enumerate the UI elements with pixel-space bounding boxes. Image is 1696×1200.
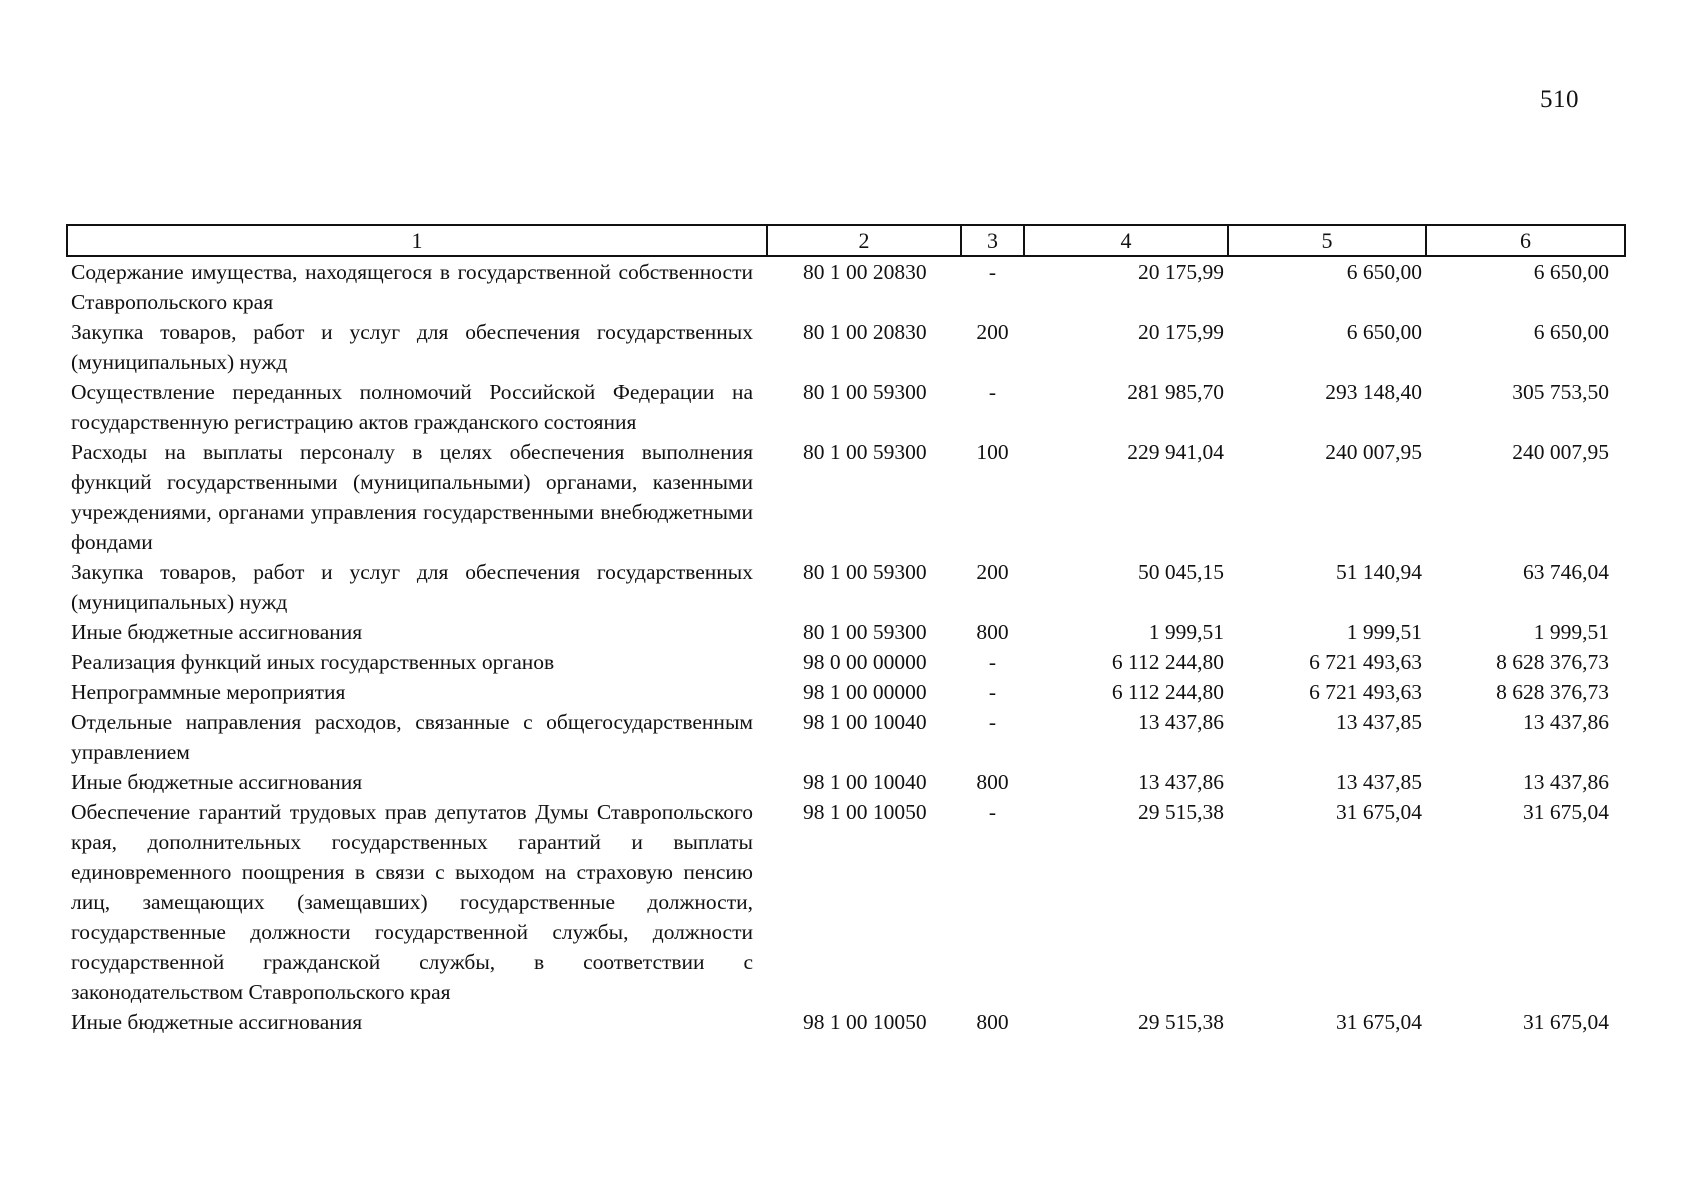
expense-name: Иные бюджетные ассигнования xyxy=(71,1010,363,1034)
column-header-6: 6 xyxy=(1426,225,1625,256)
amount-column-5: 31 675,04 xyxy=(1336,1010,1422,1034)
target-article-code: 80 1 00 59300 xyxy=(803,380,927,404)
table-row xyxy=(67,677,1625,707)
amount-column-6: 8 628 376,73 xyxy=(1496,680,1609,704)
amount-column-5: 6 650,00 xyxy=(1346,260,1422,284)
column-header-1: 1 xyxy=(67,225,767,256)
table-row xyxy=(67,617,1625,647)
amount-column-4: 229 941,04 xyxy=(1127,440,1224,464)
expense-type-code: 800 xyxy=(976,1010,1009,1034)
amount-column-6: 240 007,95 xyxy=(1512,440,1609,464)
amount-column-5: 240 007,95 xyxy=(1325,440,1422,464)
expense-name: Обеспечение гарантий трудовых прав депутатов Думы Ставропольского края, дополнительных государственных гарантий и выплаты единовременного поощрения в связи с выходом на страховую пенсию лиц, замещающих (замещавших) государственные должности, государственные должности государственной службы, должности государственной гражданской службы, в соответствии с законодательством Ставропольского края xyxy=(71,800,753,1004)
amount-column-4: 281 985,70 xyxy=(1127,380,1224,404)
amount-column-6: 31 675,04 xyxy=(1523,800,1609,824)
table-body xyxy=(67,256,1625,1037)
target-article-code: 98 0 00 00000 xyxy=(803,650,927,674)
table-row xyxy=(67,437,1625,557)
amount-column-4: 20 175,99 xyxy=(1138,260,1224,284)
table-row xyxy=(67,377,1625,437)
amount-column-4: 1 999,51 xyxy=(1148,620,1224,644)
table-header xyxy=(67,225,1625,256)
amount-column-4: 13 437,86 xyxy=(1138,770,1224,794)
target-article-code: 80 1 00 20830 xyxy=(803,260,927,284)
amount-column-4: 29 515,38 xyxy=(1138,1010,1224,1034)
amount-column-4: 6 112 244,80 xyxy=(1111,650,1224,674)
table-row xyxy=(67,256,1625,317)
column-header-4: 4 xyxy=(1024,225,1228,256)
amount-column-5: 293 148,40 xyxy=(1325,380,1422,404)
target-article-code: 80 1 00 59300 xyxy=(803,560,927,584)
amount-column-5: 31 675,04 xyxy=(1336,800,1422,824)
expense-name: Закупка товаров, работ и услуг для обеспечения государственных (муниципальных) нужд xyxy=(71,560,753,614)
expense-name: Реализация функций иных государственных органов xyxy=(71,650,555,674)
expense-type-code: 800 xyxy=(976,770,1009,794)
target-article-code: 98 1 00 10050 xyxy=(803,1010,927,1034)
target-article-code: 98 1 00 10040 xyxy=(803,710,927,734)
expense-type-code: 200 xyxy=(976,560,1009,584)
amount-column-6: 305 753,50 xyxy=(1512,380,1609,404)
table-row xyxy=(67,767,1625,797)
amount-column-5: 6 650,00 xyxy=(1346,320,1422,344)
expense-name: Отдельные направления расходов, связанные с общегосударственным управлением xyxy=(71,710,753,764)
table-row xyxy=(67,557,1625,617)
expense-type-code: - xyxy=(988,680,997,704)
column-header-5: 5 xyxy=(1228,225,1426,256)
amount-column-6: 63 746,04 xyxy=(1523,560,1609,584)
table-row xyxy=(67,1007,1625,1037)
target-article-code: 80 1 00 59300 xyxy=(803,440,927,464)
amount-column-6: 13 437,86 xyxy=(1523,770,1609,794)
expense-type-code: - xyxy=(988,380,997,404)
expense-name: Содержание имущества, находящегося в государственной собственности Ставропольского края xyxy=(71,260,753,314)
amount-column-5: 13 437,85 xyxy=(1336,710,1422,734)
amount-column-6: 13 437,86 xyxy=(1523,710,1609,734)
amount-column-6: 8 628 376,73 xyxy=(1496,650,1609,674)
amount-column-4: 20 175,99 xyxy=(1138,320,1224,344)
amount-column-6: 31 675,04 xyxy=(1523,1010,1609,1034)
amount-column-6: 1 999,51 xyxy=(1533,620,1609,644)
expense-type-code: - xyxy=(988,710,997,734)
target-article-code: 98 1 00 10050 xyxy=(803,800,927,824)
target-article-code: 80 1 00 20830 xyxy=(803,320,927,344)
expense-name: Расходы на выплаты персоналу в целях обеспечения выполнения функций государственными (муниципальными) органами, казенными учреждениями, органами управления государственными внебюджетными фондами xyxy=(71,440,753,554)
target-article-code: 98 1 00 00000 xyxy=(803,680,927,704)
expense-name: Иные бюджетные ассигнования xyxy=(71,620,363,644)
amount-column-4: 13 437,86 xyxy=(1138,710,1224,734)
amount-column-6: 6 650,00 xyxy=(1533,260,1609,284)
expense-type-code: 100 xyxy=(976,440,1009,464)
amount-column-5: 1 999,51 xyxy=(1346,620,1422,644)
expense-name: Закупка товаров, работ и услуг для обеспечения государственных (муниципальных) нужд xyxy=(71,320,753,374)
expense-type-code: - xyxy=(988,800,997,824)
expense-name: Иные бюджетные ассигнования xyxy=(71,770,363,794)
amount-column-5: 13 437,85 xyxy=(1336,770,1422,794)
amount-column-4: 29 515,38 xyxy=(1138,800,1224,824)
expense-type-code: - xyxy=(988,260,997,284)
page-number: 510 xyxy=(1540,86,1579,113)
expense-type-code: - xyxy=(988,650,997,674)
amount-column-5: 51 140,94 xyxy=(1336,560,1422,584)
header-row xyxy=(67,225,1625,256)
table-row xyxy=(67,707,1625,767)
amount-column-5: 6 721 493,63 xyxy=(1309,680,1422,704)
amount-column-6: 6 650,00 xyxy=(1533,320,1609,344)
expense-name: Непрограммные мероприятия xyxy=(71,680,346,704)
target-article-code: 98 1 00 10040 xyxy=(803,770,927,794)
table-row xyxy=(67,317,1625,377)
table-row xyxy=(67,797,1625,1007)
expense-type-code: 800 xyxy=(976,620,1009,644)
table-row xyxy=(67,647,1625,677)
budget-table xyxy=(66,224,1626,1037)
target-article-code: 80 1 00 59300 xyxy=(803,620,927,644)
amount-column-4: 6 112 244,80 xyxy=(1111,680,1224,704)
amount-column-5: 6 721 493,63 xyxy=(1309,650,1422,674)
expense-type-code: 200 xyxy=(976,320,1009,344)
column-header-3: 3 xyxy=(961,225,1024,256)
expense-name: Осуществление переданных полномочий Российской Федерации на государственную регистрацию актов гражданского состояния xyxy=(71,380,753,434)
column-header-2: 2 xyxy=(767,225,961,256)
amount-column-4: 50 045,15 xyxy=(1138,560,1224,584)
